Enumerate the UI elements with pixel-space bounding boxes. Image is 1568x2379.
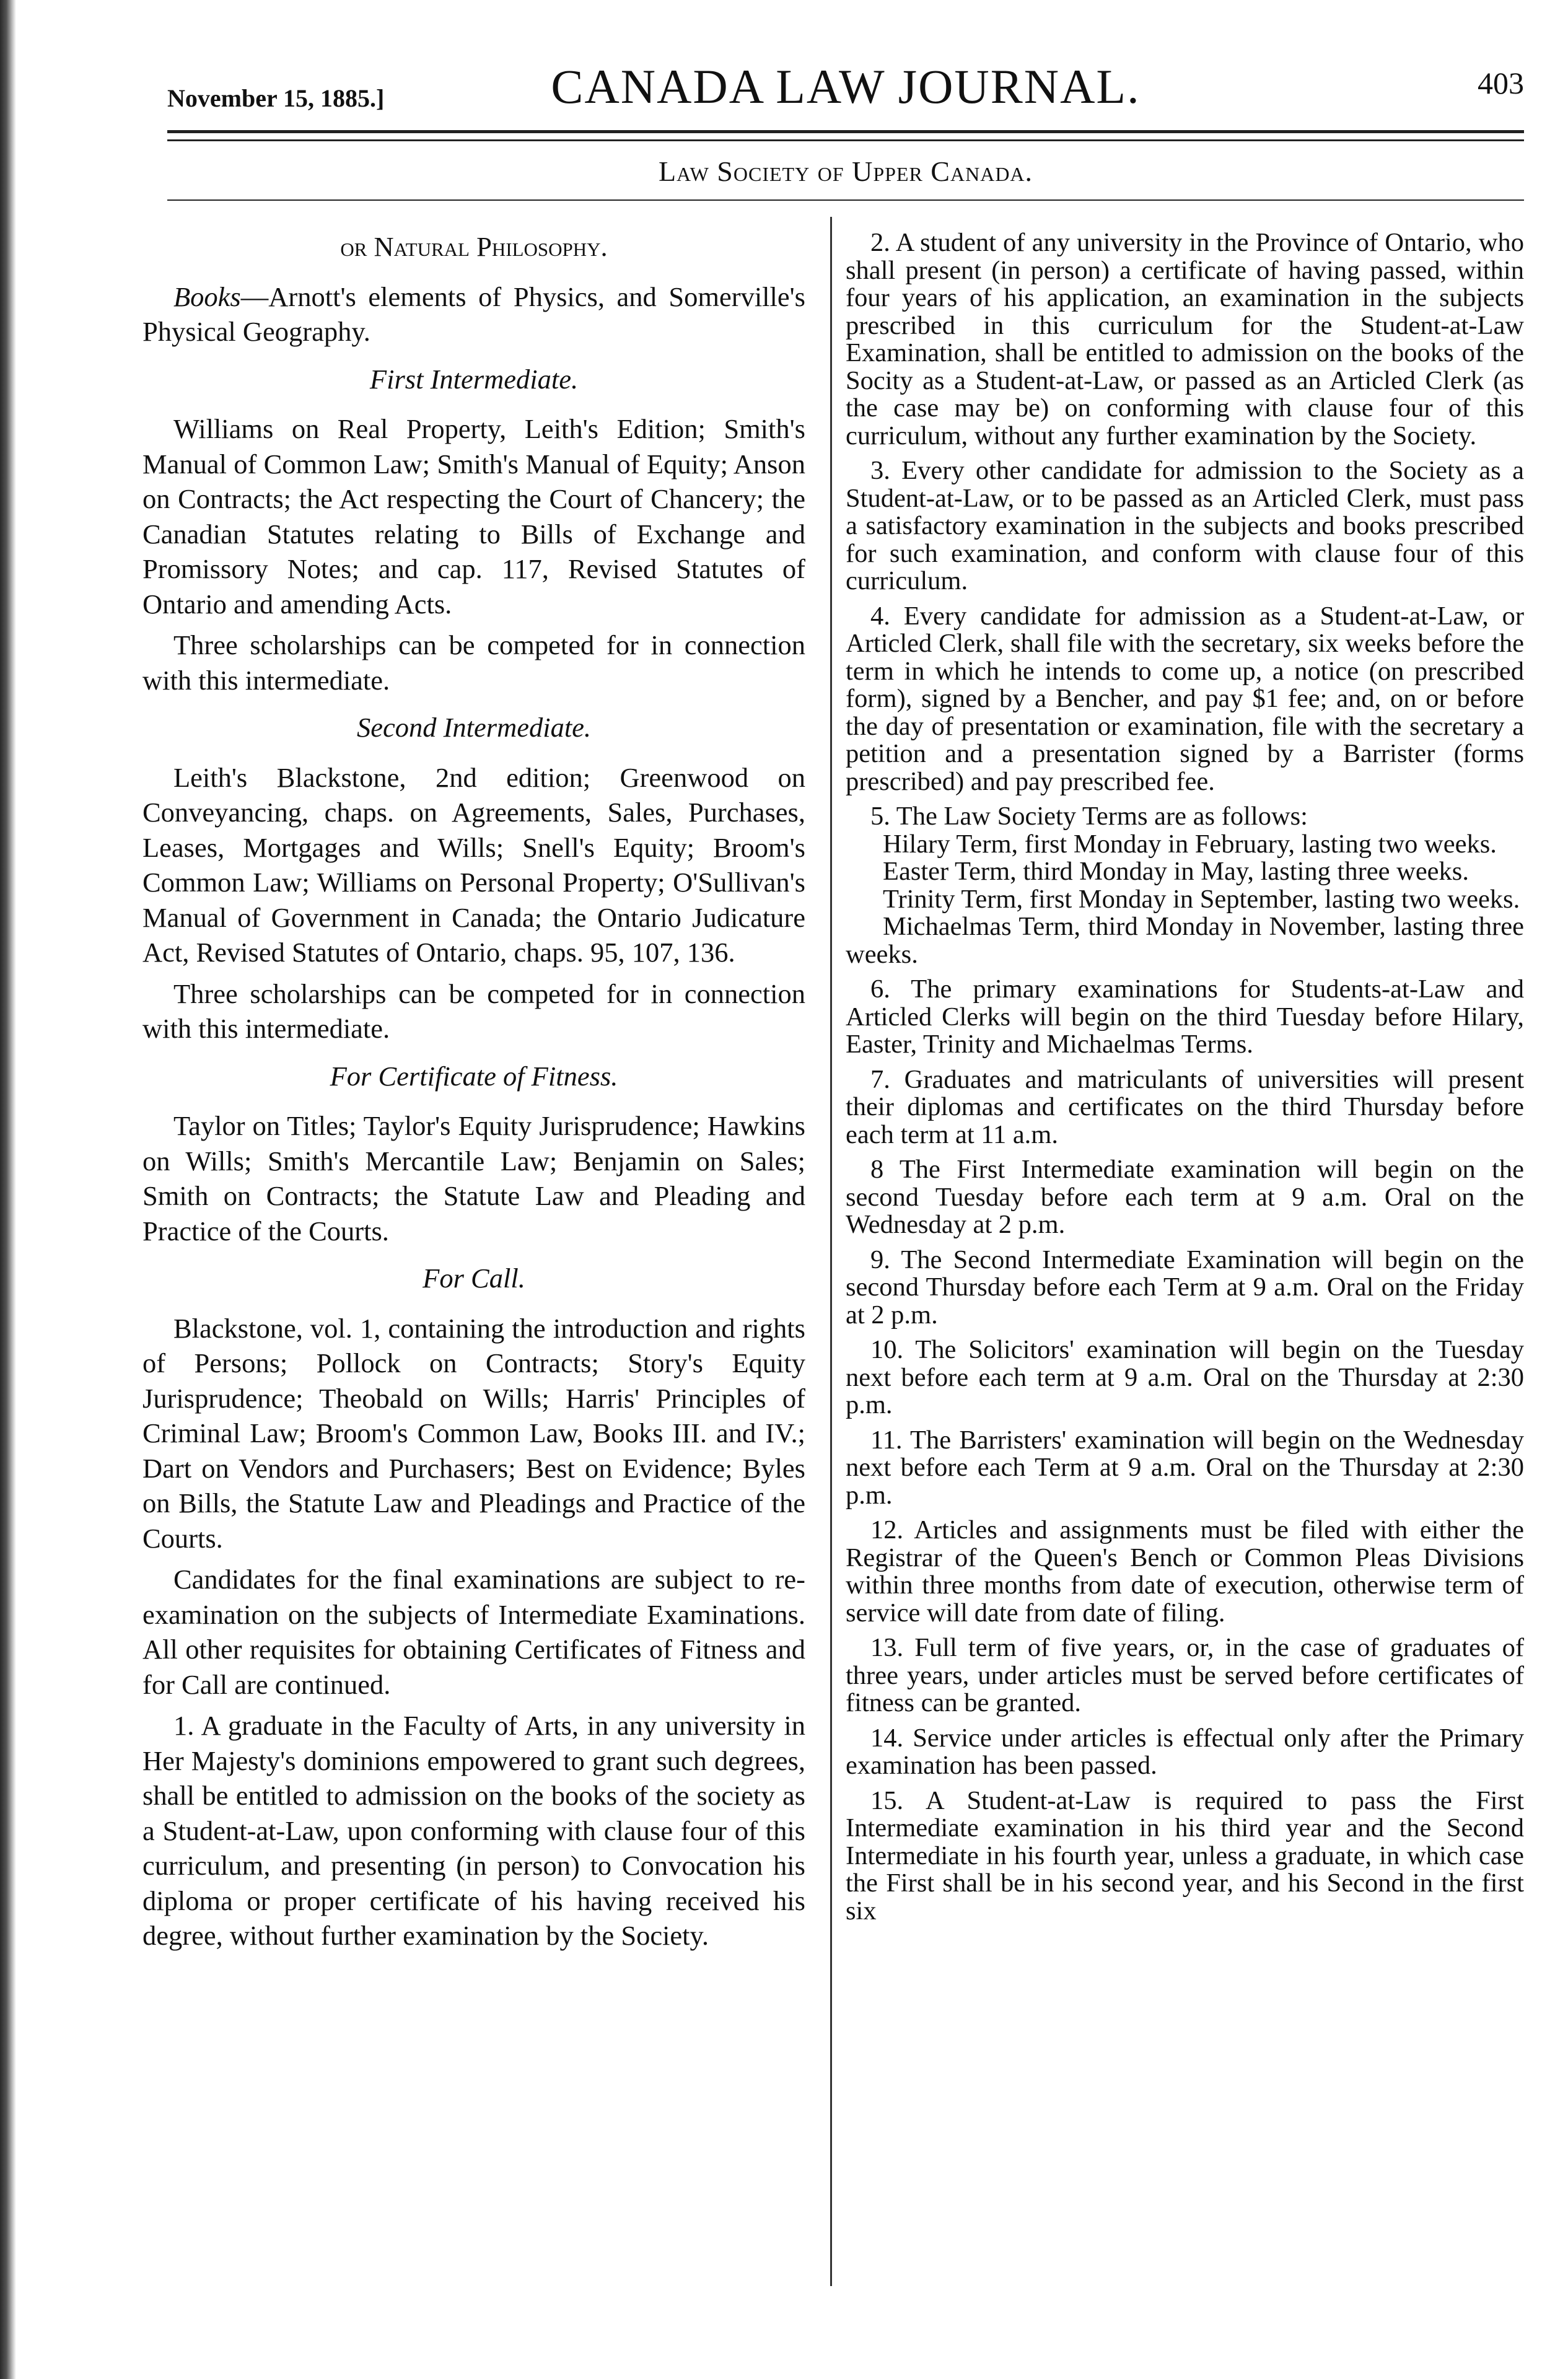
second-intermediate-scholarships: Three scholarships can be competed for in connection with this intermediate. xyxy=(142,978,805,1044)
term-hilary: Hilary Term, first Monday in February, lasting two weeks. xyxy=(883,829,1497,859)
header-rule-thin xyxy=(167,139,1524,141)
rule-item-4: 4. Every candidate for admission as a Student-at-Law, or Articled Clerk, shall file with the secretary, six weeks before the term in which he intends to come up, a notice (on prescribed form), signed by a Bencher, and pay $1 fee; and, on or before the day of presentation or examination, file with the secretary a petition and a presentation signed by a Barrister (forms prescribed) and pay prescribed fee. xyxy=(846,601,1524,796)
candidates-text: Candidates for the final examinations are subject to re-examination on the subjects of Intermediate Examinations. All other requisites for obtaining Certificates of Fitness and for Call are continued. xyxy=(142,1564,805,1700)
column-divider xyxy=(830,217,832,2286)
certificate-fitness-text: Taylor on Titles; Taylor's Equity Jurisprudence; Hawkins on Wills; Smith's Mercantile Law; Benjamin on Sales; Smith on Contracts; the Statute Law and Pleading and Practice of the Courts. xyxy=(142,1110,805,1246)
rule-item-7: 7. Graduates and matriculants of universities will present their diplomas and certificates on the third Thursday before each term at 11 a.m. xyxy=(846,1064,1524,1149)
journal-title: CANADA LAW JOURNAL. xyxy=(551,59,1141,113)
header-rule-thick xyxy=(167,130,1524,133)
first-intermediate-text: Williams on Real Property, Leith's Edition; Smith's Manual of Common Law; Smith's Manual of Equity; Anson on Contracts; the Act respecting the Court of Chancery; the Canadian Statutes relating to Bills of Exchange and Promissory Notes; and cap. 117, Revised Statutes of Ontario and amending Acts. xyxy=(142,413,805,620)
rule-item-10: 10. The Solicitors' examination will begin on the Tuesday next before each term at 9 a.m. Oral on the Thursday at 2:30 p.m. xyxy=(846,1335,1524,1419)
heading-natural-philosophy: or Natural Philosophy. xyxy=(340,231,608,262)
heading-first-intermediate: First Intermediate. xyxy=(369,363,579,395)
term-trinity: Trinity Term, first Monday in September, lasting two weeks. xyxy=(883,884,1520,914)
section-rule xyxy=(167,199,1524,201)
rule-item-8: 8 The First Intermediate examination will begin on the second Tuesday before each term at 9 a.m. Oral on the Wednesday at 2 p.m. xyxy=(846,1155,1524,1239)
right-column xyxy=(846,229,1524,1932)
rule-item-12: 12. Articles and assignments must be filed with either the Registrar of the Queen's Bench or Common Pleas Divisions within three months from date of execution, otherwise term of service will date from date of filing. xyxy=(846,1515,1524,1628)
rule-item-6: 6. The primary examinations for Students-at-Law and Articled Clerks will begin on the third Tuesday before Hilary, Easter, Trinity and Michaelmas Terms. xyxy=(846,975,1524,1059)
heading-second-intermediate: Second Intermediate. xyxy=(356,712,592,743)
rule-item-9: 9. The Second Intermediate Examination will begin on the second Thursday before each Term at 9 a.m. Oral on the Friday at 2 p.m. xyxy=(846,1245,1524,1330)
rule-item-2: 2. A student of any university in the Province of Ontario, who shall present (in person) a certificate of having passed, within four years of his application, an examination in the subjects prescribed in this curriculum for the Student-at-Law Examination, shall be entitled to admission on the books of the Socity as a Student-at-Law, or passed as an Articled Clerk (as the case may be) on conforming with clause four of this curriculum, without any further examination by the Society. xyxy=(846,228,1524,450)
page-header xyxy=(167,59,1524,115)
first-intermediate-scholarships: Three scholarships can be competed for in connection with this intermediate. xyxy=(142,629,805,696)
rule-item-13: 13. Full term of five years, or, in the case of graduates of three years, under articles must be served before certificates of fitness can be granted. xyxy=(846,1633,1524,1717)
left-column xyxy=(142,229,805,1960)
rule-item-1: 1. A graduate in the Faculty of Arts, in any university in Her Majesty's dominions empowered to grant such degrees, shall be entitled to admission on the books of the society as a Student-at-Law, upon conforming with clause four of this curriculum, and presenting (in person) to Convocation his diploma or proper certificate of his having received his degree, without further examination by the Society. xyxy=(142,1710,805,1951)
header-date: November 15, 1885.] xyxy=(167,84,385,112)
second-intermediate-text: Leith's Blackstone, 2nd edition; Greenwood on Conveyancing, chaps. on Agreements, Sales, Purchases, Leases, Mortgages and Wills; Snell's Equity; Broom's Common Law; Williams on Personal Property; O'Sullivan's Manual of Government in Canada; the Ontario Judicature Act, Revised Statutes of Ontario, chaps. 95, 107, 136. xyxy=(142,761,805,968)
rule-item-11: 11. The Barristers' examination will begin on the Wednesday next before each Term at 9 a.m. Oral on the Thursday at 2:30 p.m. xyxy=(846,1425,1524,1510)
rule-item-5: 5. The Law Society Terms are as follows: xyxy=(870,802,1308,831)
rule-item-15: 15. A Student-at-Law is required to pass the First Intermediate examination in his third year and the Second Intermediate in his fourth year, unless a graduate, in which case the First shall be in his second year, and his Second in the first six xyxy=(846,1785,1524,1926)
for-call-text: Blackstone, vol. 1, containing the introduction and rights of Persons; Pollock on Contracts; Story's Equity Jurisprudence; Theobald on Wills; Harris' Principles of Criminal Law; Broom's Common Law, Books III. and IV.; Dart on Vendors and Purchasers; Best on Evidence; Byles on Bills, the Statute Law and Pleadings and Practice of the Courts. xyxy=(142,1312,805,1554)
books-text: —Arnott's elements of Physics, and Somerville's Physical Geography. xyxy=(142,281,805,347)
rule-item-14: 14. Service under articles is effectual only after the Primary examination has been passed. xyxy=(846,1723,1524,1780)
page-binding-edge xyxy=(0,0,16,2379)
heading-for-call: For Call. xyxy=(423,1263,525,1294)
books-paragraph xyxy=(142,279,805,349)
page-number: 403 xyxy=(1478,66,1524,100)
books-label: Books xyxy=(173,281,241,312)
heading-certificate-fitness: For Certificate of Fitness. xyxy=(330,1060,618,1092)
term-easter: Easter Term, third Monday in May, lasting three weeks. xyxy=(883,857,1469,886)
rule-item-3: 3. Every other candidate for admission to the Society as a Student-at-Law, or to be passed as an Articled Clerk, must pass a satisfactory examination in the subjects and books prescribed for such examination, and conform with clause four of this curriculum. xyxy=(846,456,1524,595)
section-title: Law Society of Upper Canada. xyxy=(658,156,1033,187)
term-michaelmas: Michaelmas Term, third Monday in November, lasting three weeks. xyxy=(846,912,1524,969)
